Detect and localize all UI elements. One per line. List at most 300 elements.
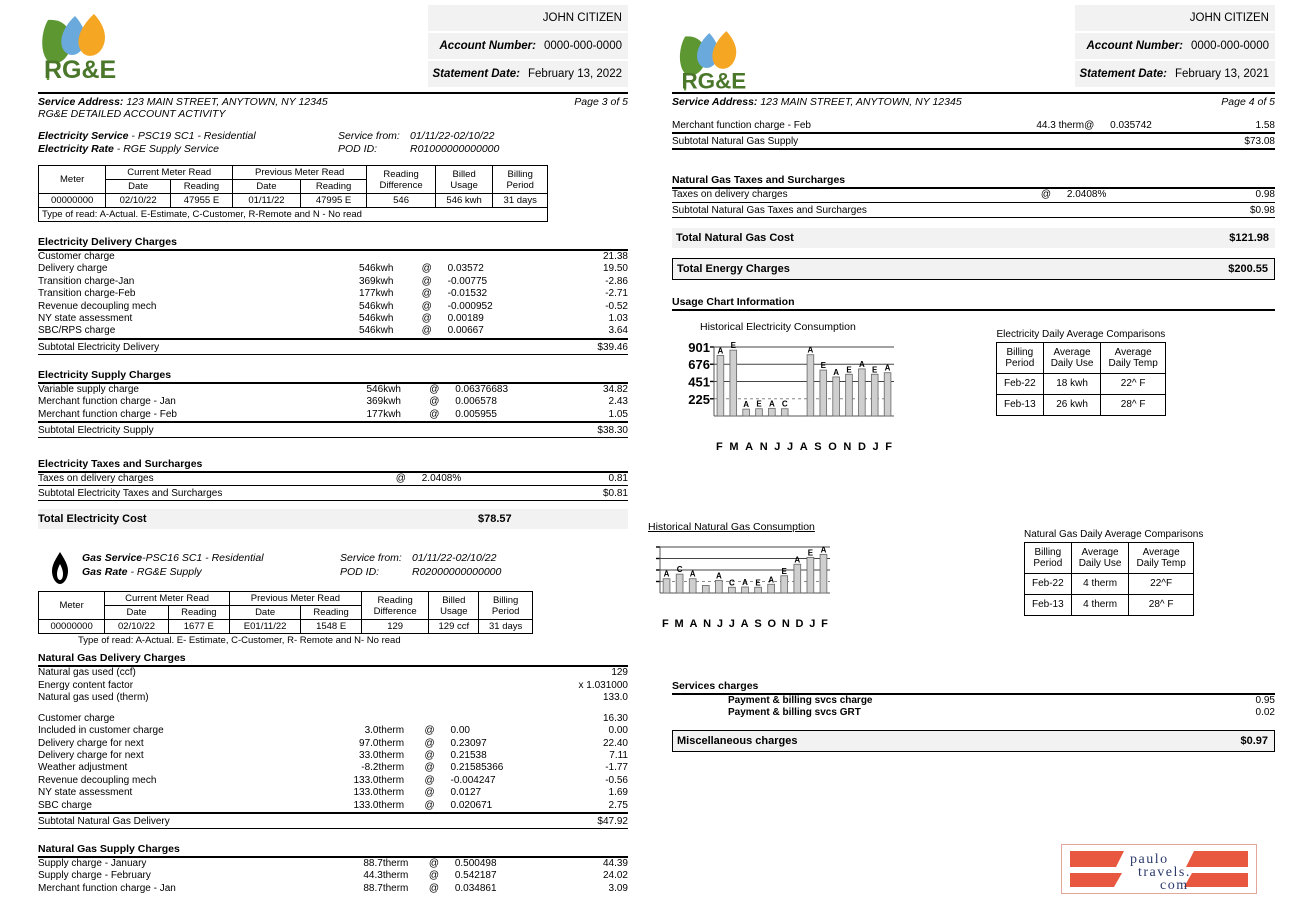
gas-delivery-section — [0, 652, 646, 828]
charge-unit: kwh — [375, 263, 394, 275]
charge-qty: 177 — [358, 288, 376, 300]
col-previous-reading: Reading — [300, 180, 366, 194]
tax-row-desc: Taxes on delivery charges — [38, 473, 154, 485]
electricity-service-from-label: Service from: — [338, 130, 400, 142]
chart-bar — [781, 409, 788, 416]
gas-delivery-subtotal — [38, 814, 628, 828]
charge-desc: NY state assessment — [38, 787, 133, 799]
chart-xtick: F — [885, 440, 892, 453]
charge-desc: NY state assessment — [38, 313, 133, 325]
chart-bar-label: C — [676, 564, 683, 574]
customer-name: JOHN CITIZEN — [1075, 5, 1275, 31]
usage-value: x 1.031000 — [578, 679, 628, 691]
subtotal-amount: $39.46 — [597, 341, 628, 353]
chart-bar — [717, 355, 724, 415]
table-row — [38, 738, 628, 750]
electricity-bar-chart — [672, 333, 976, 453]
charge-rate — [448, 251, 568, 263]
chart-bar — [820, 370, 827, 416]
chart-bar — [755, 587, 762, 593]
table-row — [39, 620, 533, 634]
charge-desc: Supply charge - January — [38, 857, 147, 869]
right-header — [646, 0, 1293, 92]
col-billing-period: Billing Period — [479, 592, 533, 620]
table-row — [38, 750, 628, 762]
account-number-label: Account Number: — [1086, 40, 1183, 52]
table-row — [38, 775, 628, 787]
charge-unit: therm — [378, 762, 405, 774]
chart-xtick: J — [786, 440, 794, 453]
col-current-reading: Reading — [168, 606, 229, 620]
charge-qty: 546 — [366, 383, 384, 395]
col-billed-usage: Billed Usage — [429, 592, 479, 620]
gas-chart-row — [646, 521, 1293, 630]
charge-amount: 44.39 — [602, 857, 628, 869]
col-billed-usage: Billed Usage — [435, 166, 493, 194]
total-label: Total Energy Charges — [677, 262, 790, 275]
chart-bar-label: A — [833, 367, 840, 377]
charge-rate: -0.004247 — [450, 774, 496, 786]
electricity-service-label: Electricity Service — [38, 130, 129, 142]
page-right — [646, 0, 1293, 910]
cell-previous-reading: 47995 E — [300, 194, 366, 208]
svg-text:paulo: paulo — [1130, 852, 1169, 867]
gas-delivery-title: Natural Gas Delivery Charges — [38, 652, 186, 665]
charge-amount: 22.40 — [602, 737, 628, 749]
col-previous-meter-read: Previous Meter Read — [229, 592, 361, 606]
charge-at — [422, 251, 448, 263]
gas-delivery-rows — [38, 713, 628, 812]
chart-bar — [689, 579, 696, 593]
electricity-delivery-subtotal — [38, 340, 628, 354]
subtotal-label: Subtotal Electricity Taxes and Surcharges — [38, 488, 223, 500]
charge-amount: 0.00 — [608, 725, 628, 737]
col-average-daily-use: Average Daily Use — [1043, 342, 1101, 373]
col-average-daily-temp: Average Daily Temp — [1129, 542, 1193, 573]
charge-rows — [38, 384, 628, 421]
col-billing-period: Billing Period — [493, 166, 548, 194]
charge-desc: Variable supply charge — [38, 383, 139, 395]
subtotal-amount: $0.81 — [602, 488, 628, 500]
gas-rate-label: Gas Rate — [82, 566, 128, 579]
electricity-pod-value: R01000000000000 — [410, 143, 500, 155]
charge-qty: 369 — [358, 275, 376, 287]
gas-bar-chart — [648, 533, 976, 630]
table-header-row — [39, 166, 548, 180]
table-row — [672, 189, 1275, 201]
subtotal-amount: $47.92 — [597, 815, 628, 827]
table-row — [38, 276, 628, 288]
charge-at: @ — [429, 408, 440, 420]
table-row — [1025, 594, 1194, 615]
col-previous-reading: Reading — [301, 606, 362, 620]
col-current-meter-read: Current Meter Read — [106, 166, 233, 180]
charge-amount: 16.30 — [602, 712, 628, 724]
charge-rate: 0.00189 — [447, 313, 484, 325]
electricity-supply-title: Electricity Supply Charges — [38, 368, 172, 381]
charge-desc: Delivery charge for next — [38, 749, 144, 761]
table-row — [38, 313, 628, 325]
chart-bar-label: A — [768, 399, 775, 409]
chart-xtick: A — [740, 617, 749, 630]
chart-bar-label: C — [729, 578, 735, 588]
chart-bar-label: A — [794, 555, 801, 565]
table-row — [38, 325, 628, 337]
charge-at: @ — [424, 774, 435, 786]
charge-unit: therm — [382, 882, 409, 894]
usage-chart-section — [646, 296, 1293, 311]
document-subtitle: RG&E DETAILED ACCOUNT ACTIVITY — [38, 108, 226, 120]
service-address-value: 123 MAIN STREET, ANYTOWN, NY 12345 — [126, 96, 328, 108]
charge-qty: 3.0 — [364, 725, 379, 737]
usage-chart-title: Usage Chart Information — [672, 295, 795, 308]
chart-xtick: M — [729, 440, 739, 453]
usage-value: 129 — [611, 667, 628, 679]
tax-row-desc: Taxes on delivery charges — [672, 189, 788, 201]
charge-rate: 0.034861 — [454, 882, 497, 894]
gas-service-header — [0, 551, 646, 585]
charge-at: @ — [424, 762, 435, 774]
charge-unit: therm — [378, 774, 405, 786]
read-type-note: Type of read: A-Actual. E-Estimate, C-Customer, R-Remote and N - No read — [39, 208, 548, 222]
charge-at: @ — [421, 313, 432, 325]
statement-date-row — [1075, 61, 1275, 87]
gas-taxes-section — [646, 174, 1293, 279]
gas-supply-continued — [646, 120, 1293, 150]
chart-bar-label: A — [689, 569, 696, 579]
electricity-chart-title: Historical Electricity Consumption — [700, 320, 856, 333]
gas-read-type-note: Type of read: A-Actual. E- Estimate, C-Customer, R- Remote and N- No read — [78, 635, 401, 647]
charge-qty — [327, 713, 379, 725]
gas-chart-svg — [648, 533, 838, 615]
chart-bar-label: E — [820, 360, 826, 370]
charge-desc: Merchant function charge - Feb — [38, 408, 177, 420]
col-current-date: Date — [105, 606, 169, 620]
charge-amount: 1.05 — [608, 408, 628, 420]
service-address-line — [0, 94, 646, 108]
account-summary-box — [428, 5, 628, 89]
charge-rows — [38, 858, 628, 895]
chart-bar-label: A — [884, 363, 891, 373]
chart-bar — [676, 574, 683, 593]
usage-desc: Natural gas used (ccf) — [38, 667, 136, 679]
left-header — [0, 0, 646, 92]
charge-desc: Revenue decoupling mech — [38, 300, 157, 312]
chart-xtick: J — [774, 440, 781, 453]
charge-qty: 546 — [358, 300, 376, 312]
page-indicator: Page 3 of 5 — [574, 96, 628, 108]
charge-rate: 0.21538 — [450, 749, 487, 761]
charge-amount: 2.75 — [608, 799, 628, 811]
charge-qty: 44.3 therm — [1036, 120, 1085, 131]
table-row — [1025, 573, 1194, 594]
charge-desc: Customer charge — [38, 712, 115, 724]
charge-amount: -2.71 — [605, 288, 628, 300]
account-number-value: 0000-000-0000 — [1190, 40, 1269, 52]
svg-text:901: 901 — [688, 339, 710, 355]
chart-xtick: J — [809, 617, 816, 630]
charge-at: @ — [1084, 120, 1095, 131]
charge-at: @ — [421, 275, 432, 287]
charge-unit: therm — [378, 725, 405, 737]
charge-desc: SBC/RPS charge — [38, 325, 116, 337]
electricity-chart-row — [646, 321, 1293, 453]
chart-bar — [794, 564, 801, 593]
total-natural-gas-cost — [672, 228, 1275, 248]
chart-xtick: S — [754, 617, 762, 630]
chart-bar — [884, 373, 891, 416]
charge-amount: 34.82 — [602, 383, 628, 395]
cell-reading-difference: 546 — [367, 194, 436, 208]
gas-meter-table-wrap — [0, 591, 646, 646]
subtotal-label: Subtotal Natural Gas Taxes and Surcharges — [672, 204, 867, 216]
cell-current-reading: 1677 E — [168, 620, 229, 634]
svg-text:RG&E: RG&E — [44, 56, 117, 84]
col-average-daily-temp: Average Daily Temp — [1101, 342, 1165, 373]
col-current-date: Date — [106, 180, 171, 194]
chart-bar — [743, 409, 750, 416]
gas-taxes-subtotal — [672, 203, 1275, 217]
service-rows — [672, 695, 1275, 720]
charge-at: @ — [421, 288, 432, 300]
table-row — [38, 288, 628, 300]
statement-date-label: Statement Date: — [1079, 68, 1168, 80]
charge-desc: Merchant function charge - Jan — [38, 882, 176, 894]
table-row — [38, 409, 628, 421]
charge-at — [425, 713, 451, 725]
gas-comparison-wrap — [1024, 521, 1203, 630]
electricity-comparison-caption: Electricity Daily Average Comparisons — [996, 328, 1166, 340]
charge-qty: -8.2 — [361, 762, 379, 774]
cell-reading-difference: 129 — [361, 620, 428, 634]
table-header-row — [39, 592, 533, 606]
table-row — [997, 373, 1166, 394]
total-label: Total Natural Gas Cost — [676, 231, 794, 244]
cell-current-date: 02/10/22 — [106, 194, 171, 208]
charge-rate: 0.005955 — [455, 408, 497, 420]
table-header-row — [997, 342, 1166, 373]
charge-rate: 0.035742 — [1110, 120, 1152, 131]
subtotal-label: Subtotal Electricity Delivery — [38, 341, 160, 353]
chart-bar — [702, 585, 709, 593]
subtotal-amount: $0.98 — [1249, 204, 1275, 216]
charge-desc: Merchant function charge - Jan — [38, 396, 176, 408]
charge-amount: -2.86 — [605, 275, 628, 287]
service-address-label: Service Address: — [38, 96, 124, 108]
table-row — [38, 667, 628, 679]
charge-rate: 0.00667 — [447, 325, 484, 337]
rge-logo-icon — [672, 24, 752, 102]
charge-unit: therm — [378, 737, 405, 749]
charge-amount: 1.69 — [608, 787, 628, 799]
electricity-service-value: - PSC19 SC1 - Residential — [131, 130, 256, 142]
chart-bar — [833, 377, 840, 416]
electricity-taxes-section — [0, 458, 646, 529]
statement-date-value: February 13, 2022 — [528, 68, 622, 80]
charge-unit: therm — [378, 749, 405, 761]
charge-unit: therm — [378, 787, 405, 799]
charge-unit — [376, 251, 422, 263]
miscellaneous-charges-total — [672, 730, 1275, 752]
chart-xtick: N — [759, 440, 768, 453]
gas-meter-table — [38, 591, 533, 634]
charge-at: @ — [421, 300, 432, 312]
statement-date-row — [428, 61, 628, 87]
charge-at: @ — [424, 787, 435, 799]
chart-bar-label: E — [807, 548, 814, 558]
cell-period: Feb-22 — [997, 373, 1044, 394]
charge-rate: 0.23097 — [450, 737, 487, 749]
chart-bar — [756, 409, 763, 416]
electricity-rate-label: Electricity Rate — [38, 143, 114, 155]
chart-bar-label: E — [730, 340, 736, 350]
cell-period: Feb-13 — [1025, 594, 1072, 615]
table-row — [38, 800, 628, 812]
chart-xtick: N — [843, 440, 852, 453]
service-desc: Payment & billing svcs charge — [728, 694, 873, 706]
service-address-value: 123 MAIN STREET, ANYTOWN, NY 12345 — [760, 96, 962, 108]
charge-at: @ — [421, 325, 432, 337]
total-amount: $121.98 — [1229, 231, 1269, 244]
electricity-delivery-title: Electricity Delivery Charges — [38, 236, 177, 248]
chart-bar-label: A — [807, 345, 814, 355]
table-row — [39, 194, 548, 208]
electricity-service-header — [0, 130, 646, 156]
charge-amount: 1.58 — [1255, 120, 1275, 131]
chart-xtick: A — [689, 617, 698, 630]
charge-rate: 0.21585366 — [450, 762, 504, 774]
account-number-row — [428, 33, 628, 59]
electricity-comparison-table — [996, 342, 1166, 416]
charge-at: @ — [421, 263, 432, 275]
charge-unit: kwh — [375, 325, 394, 337]
table-row — [672, 695, 1275, 707]
services-charges-section — [646, 680, 1293, 752]
charge-at: @ — [428, 870, 439, 882]
charge-qty: 133.0 — [353, 799, 379, 811]
account-summary-box — [1075, 5, 1275, 89]
svg-text:travels.: travels. — [1138, 865, 1191, 880]
charge-qty: 33.0 — [359, 749, 379, 761]
gas-usage-rows — [38, 667, 628, 704]
tax-row-rate: 2.0408% — [1066, 189, 1107, 201]
customer-name: JOHN CITIZEN — [428, 5, 628, 31]
charge-desc: Included in customer charge — [38, 725, 164, 737]
gas-service-from-value: 01/11/22-02/10/22 — [412, 552, 497, 565]
gas-chart-block — [646, 521, 976, 630]
table-row — [38, 384, 628, 396]
electricity-supply-subtotal — [38, 423, 628, 437]
gas-supply-cont-rows — [672, 120, 1275, 132]
charge-at: @ — [429, 396, 440, 408]
table-row — [672, 707, 1275, 719]
chart-xtick: A — [745, 440, 754, 453]
gas-taxes-rows — [672, 189, 1275, 201]
charge-amount: 7.11 — [609, 749, 628, 761]
charge-rate: 0.006578 — [455, 396, 497, 408]
chart-xaxis-labels — [648, 618, 838, 630]
usage-desc: Energy content factor — [38, 679, 134, 691]
charge-desc: Transition charge-Feb — [38, 288, 136, 300]
table-row — [38, 301, 628, 313]
chart-bar — [871, 374, 878, 416]
electricity-taxes-title: Electricity Taxes and Surcharges — [38, 458, 203, 471]
chart-bar — [663, 579, 670, 593]
account-number-row — [1075, 33, 1275, 59]
electricity-delivery-section — [0, 236, 646, 355]
table-row — [38, 870, 628, 882]
chart-bar-label: A — [715, 571, 722, 581]
charge-amount: 3.64 — [608, 325, 628, 337]
charge-desc: Revenue decoupling mech — [38, 774, 157, 786]
chart-bar — [781, 576, 788, 593]
cell-meter-number: 00000000 — [39, 194, 106, 208]
cell-daily-temp: 22^F — [1129, 573, 1193, 594]
col-meter-number: Meter — [39, 592, 105, 620]
usage-rows — [38, 667, 628, 704]
electricity-supply-section — [0, 369, 646, 438]
subtotal-label: Subtotal Electricity Supply — [38, 425, 154, 437]
account-number-label: Account Number: — [439, 40, 536, 52]
charge-amount: 19.50 — [602, 263, 628, 275]
table-row — [38, 787, 628, 799]
charge-desc: Transition charge-Jan — [38, 275, 135, 287]
chart-bar — [768, 584, 775, 593]
table-row — [38, 263, 628, 275]
col-meter-number: Meter — [39, 166, 106, 194]
cell-current-date: 02/10/22 — [105, 620, 169, 634]
charge-unit — [379, 713, 425, 725]
charge-qty: 133.0 — [353, 787, 379, 799]
total-label: Miscellaneous charges — [677, 734, 798, 747]
col-current-reading: Reading — [170, 180, 232, 194]
charge-at: @ — [424, 749, 435, 761]
charge-rate: -0.00775 — [447, 275, 488, 287]
col-current-meter-read: Current Meter Read — [105, 592, 230, 606]
cell-daily-use: 26 kwh — [1043, 394, 1101, 415]
svg-text:com: com — [1160, 878, 1189, 893]
charge-amount: 3.09 — [608, 882, 628, 894]
service-amount: 0.02 — [1255, 707, 1275, 719]
table-row — [38, 692, 628, 704]
gas-pod-value: R02000000000000 — [412, 566, 502, 579]
gas-pod-label: POD ID: — [340, 566, 380, 579]
gas-service-value: -PSC16 SC1 - Residential — [142, 552, 264, 565]
paulo-travels-watermark — [1061, 844, 1257, 894]
chart-bar — [846, 374, 853, 416]
table-note-row — [39, 208, 548, 222]
chart-xtick: F — [821, 617, 828, 630]
cell-meter-number: 00000000 — [39, 620, 105, 634]
chart-xtick: D — [795, 617, 804, 630]
charge-qty: 546 — [358, 263, 376, 275]
chart-xtick: O — [767, 617, 777, 630]
gas-supply-subtotal — [672, 134, 1275, 148]
charge-unit: kwh — [383, 396, 401, 408]
cell-billing-period: 31 days — [479, 620, 533, 634]
col-previous-date: Date — [229, 606, 300, 620]
gas-supply-rows — [38, 858, 628, 895]
flame-icon — [38, 551, 82, 585]
chart-xtick: S — [814, 440, 822, 453]
subtotal-label: Subtotal Natural Gas Delivery — [38, 815, 170, 827]
electricity-comparison-wrap — [996, 321, 1166, 453]
charge-amount: 24.02 — [602, 870, 628, 882]
cell-daily-temp: 22^ F — [1101, 373, 1165, 394]
cell-previous-date: E01/11/22 — [229, 620, 300, 634]
charge-desc: Supply charge - February — [38, 870, 151, 882]
electricity-chart-svg — [672, 333, 902, 438]
